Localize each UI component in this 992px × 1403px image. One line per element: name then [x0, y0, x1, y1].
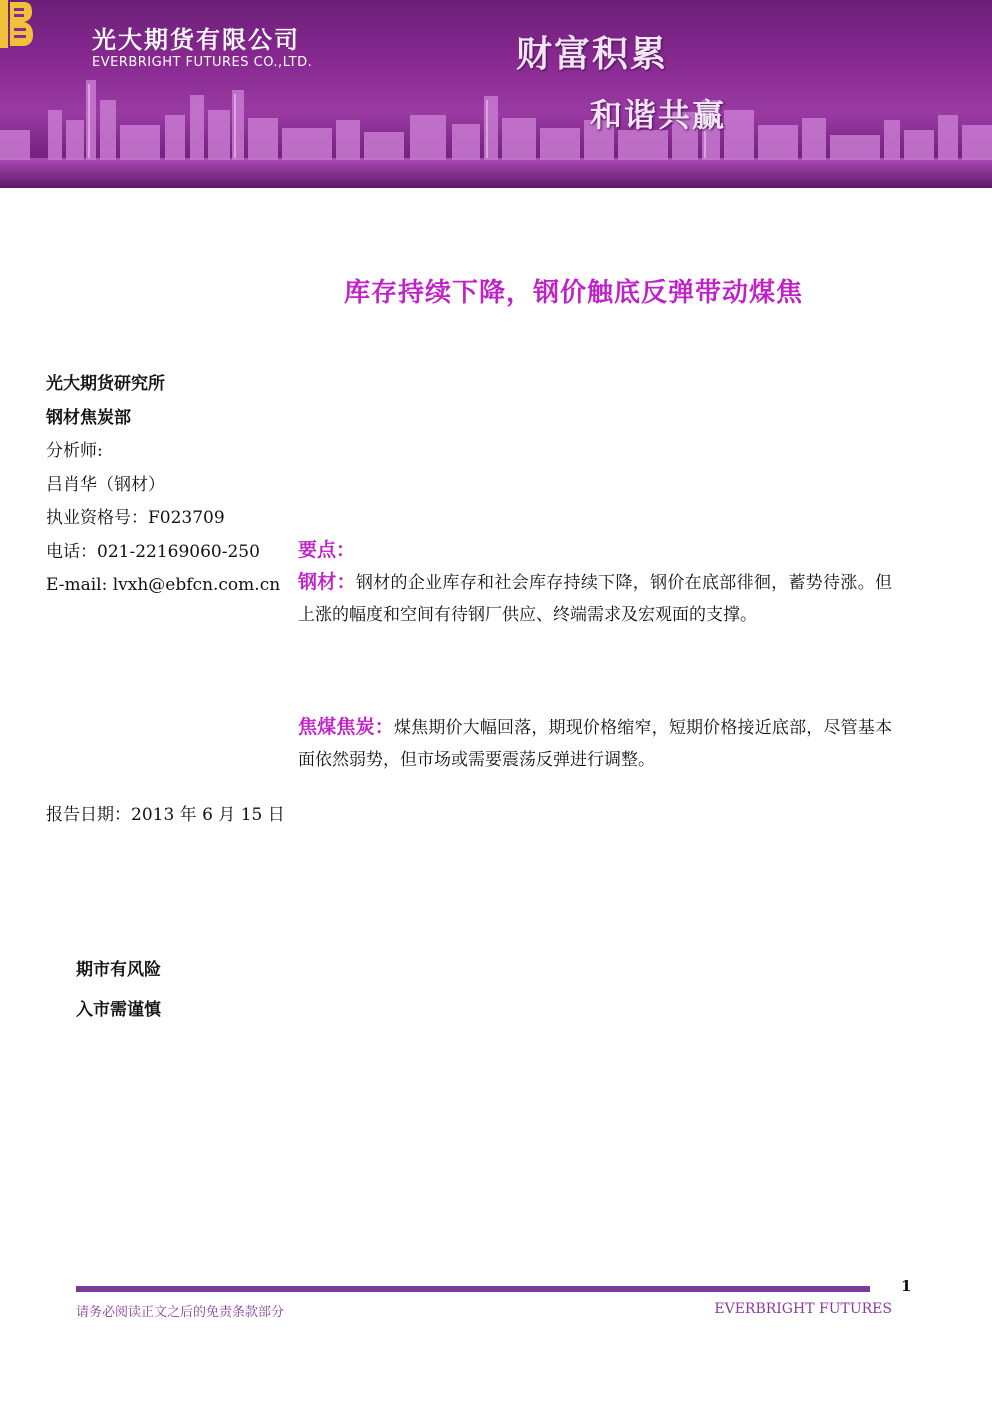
- analyst-label: 分析师:: [46, 441, 103, 461]
- summary-section: [298, 534, 892, 776]
- author-info: [46, 368, 296, 603]
- footer-divider: [76, 1286, 870, 1292]
- company-name-en: EVERBRIGHT FUTURES CO.,LTD.: [92, 55, 313, 70]
- slogan-line-2: 和谐共赢: [590, 96, 727, 134]
- report-date: 报告日期：2013 年 6 月 15 日: [46, 805, 285, 825]
- report-title: 库存持续下降，钢价触底反弹带动煤焦: [344, 278, 804, 308]
- license-number: 执业资格号：F023709: [46, 508, 225, 528]
- header-banner: [0, 0, 992, 188]
- steel-text: 钢材的企业库存和社会库存持续下降，钢价在底部徘徊，蓄势待涨。但上涨的幅度和空间有待钢厂供应、终端需求及宏观面的支撑。: [298, 573, 892, 625]
- analyst-name: 吕肖华（钢材）: [46, 474, 165, 495]
- summary-heading: 要点：: [298, 539, 356, 561]
- page-number: 1: [901, 1277, 912, 1295]
- risk-line-2: 入市需谨慎: [76, 1000, 161, 1020]
- phone-number: 电话：021-22169060-250: [46, 541, 260, 562]
- email-address: E-mail: lvxh@ebfcn.com.cn: [46, 575, 281, 595]
- coke-text: 煤焦期价大幅回落，期现价格缩窄，短期价格接近底部，尽管基本面依然弱势，但市场或需要震荡反弹进行调整。: [298, 718, 892, 770]
- coke-summary: [298, 711, 892, 776]
- footer-brand: EVERBRIGHT FUTURES: [714, 1301, 892, 1317]
- risk-warning: [76, 950, 161, 1030]
- everbright-logo-icon: [0, 0, 34, 48]
- institute-name: 光大期货研究所: [46, 374, 165, 394]
- slogan-line-1: 财富积累: [516, 34, 669, 75]
- company-name-cn: 光大期货有限公司: [92, 26, 300, 54]
- coke-label: 焦煤焦炭：: [298, 716, 394, 738]
- steel-label: 钢材：: [298, 571, 356, 593]
- department-name: 钢材焦炭部: [46, 407, 131, 428]
- risk-line-1: 期市有风险: [76, 960, 161, 980]
- footer-disclaimer: 请务必阅读正文之后的免责条款部分: [76, 1305, 285, 1320]
- steel-summary: [298, 566, 892, 631]
